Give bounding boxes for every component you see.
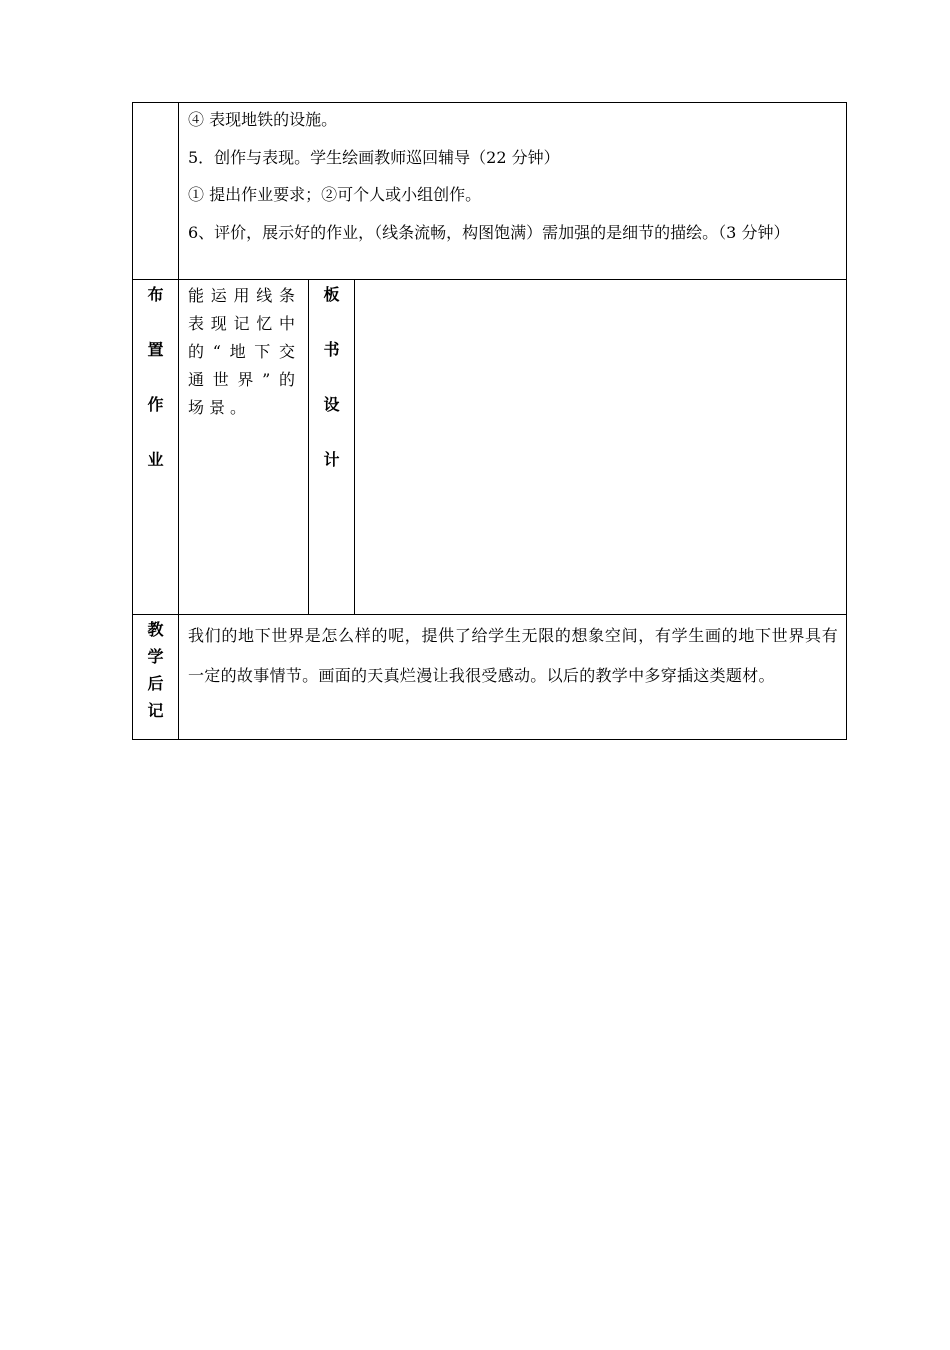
board-label-char: 板 <box>323 285 340 304</box>
step-line: ④ 表现地铁的设施。 <box>188 110 338 129</box>
board-label-char: 设 <box>323 395 340 414</box>
homework-label-char: 布 <box>147 285 164 304</box>
steps-label-cell <box>133 103 179 280</box>
homework-row <box>133 280 847 615</box>
teaching-steps-row <box>133 103 847 280</box>
reflection-label-char: 后 <box>147 674 164 693</box>
reflection-label <box>133 615 179 740</box>
board-design-content-cell <box>355 280 847 615</box>
reflection-label-char: 记 <box>147 701 164 720</box>
homework-content-cell <box>179 280 309 615</box>
homework-text: 能运用线条表现记忆中的“地下交通世界”的场景。 <box>188 286 300 417</box>
homework-label <box>133 280 179 615</box>
homework-label-char: 作 <box>147 395 164 414</box>
reflection-row <box>133 615 847 740</box>
lesson-plan-table <box>132 102 847 740</box>
step-line: 6、评价，展示好的作业，（线条流畅，构图饱满）需加强的是细节的描绘。（3 分钟） <box>188 222 790 242</box>
step-line: ① 提出作业要求；②可个人或小组创作。 <box>188 185 482 204</box>
board-label-char: 计 <box>323 450 340 469</box>
reflection-text: 我们的地下世界是怎么样的呢，提供了给学生无限的想象空间，有学生画的地下世界具有一定的故事情节。画面的天真烂漫让我很受感动。以后的教学中多穿插这类题材。 <box>188 626 838 685</box>
homework-label-char: 业 <box>147 450 164 469</box>
board-label-char: 书 <box>323 340 340 359</box>
steps-content-cell <box>179 103 847 280</box>
reflection-label-char: 学 <box>147 647 164 666</box>
board-design-label <box>309 280 355 615</box>
reflection-content-cell <box>179 615 847 740</box>
reflection-label-char: 教 <box>147 620 164 639</box>
step-line: 5．创作与表现。学生绘画教师巡回辅导（22 分钟） <box>188 147 560 167</box>
homework-label-char: 置 <box>147 340 164 359</box>
